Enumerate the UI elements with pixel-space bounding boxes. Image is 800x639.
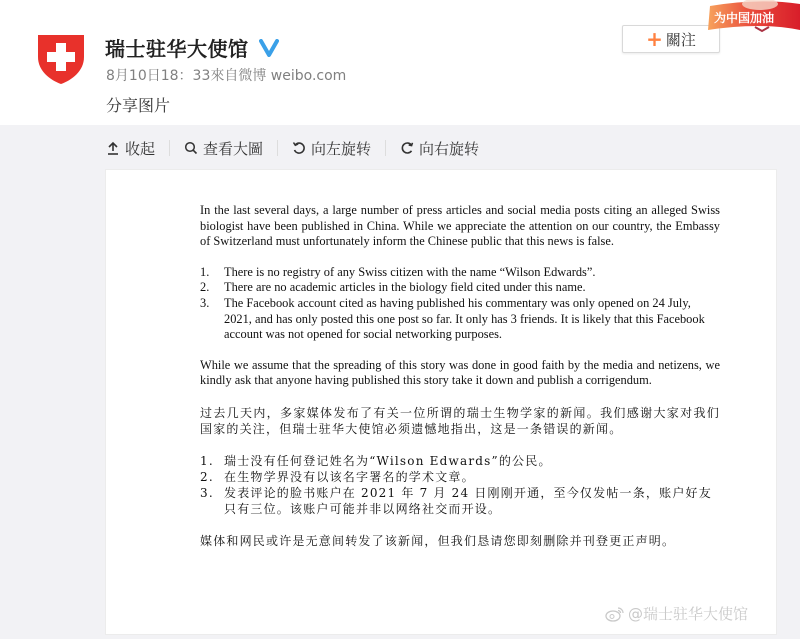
verified-badge-icon [259,39,279,57]
collapse-label: 收起 [125,139,156,158]
cn-point: 2. 在生物学界没有以该名字署名的学术文章。 [200,469,475,484]
en-point: 3. The Facebook account cited as having published his commentary was only opened on 24 July, 2021, and has only posted this one post so far. It only has 3 friends. It is likely that this Facebook account was not opened for social networking purposes. [200,295,705,342]
account-name-row [105,33,279,62]
en-points-list [200,265,720,343]
statement-document [200,203,720,549]
follow-label: 關注 [665,30,696,49]
collapse-up-icon [106,141,120,155]
banner-text: 为中国加油 [714,11,775,25]
post-meta [106,65,346,85]
rotate-right-button[interactable] [400,138,479,159]
en-intro: In the last several days, a large number of press articles and social media posts citing an alleged Swiss biologist have been published in China. While we appreciate the attention on our country, the Embassy of Switzerland must unfortunately inform the Chinese public that this news is false. [200,203,720,249]
en-point: 1. There is no registry of any Swiss citizen with the name “Wilson Edwards”. [200,264,596,279]
toolbar-divider [385,140,386,156]
rotate-left-button[interactable] [292,138,371,159]
en-point: 2. There are no academic articles in the biology field cited under this name. [200,280,586,295]
cn-intro: 过去几天内，多家媒体发布了有关一位所谓的瑞士生物学家的新闻。我们感谢大家对我们国家的关注，但瑞士驻华大使馆必须遗憾地指出，这是一条错误的新闻。 [200,405,720,436]
image-toolbar [106,137,479,159]
rotate-right-icon [400,141,414,155]
cn-point: 1. 瑞士没有任何登记姓名为“Wilson Edwards”的公民。 [200,453,552,468]
toolbar-divider [277,140,278,156]
rotate-left-label: 向左旋转 [311,139,372,158]
watermark-text: @瑞士驻华大使馆 [628,605,749,623]
en-closing: While we assume that the spreading of this story was done in good faith by the media and netizens, we kindly ask that anyone having published this story take it down and publish a corrigendum. [200,357,720,388]
plus-icon: + [646,27,663,51]
cheer-china-banner [700,0,800,34]
collapse-button[interactable] [106,138,155,159]
search-icon [184,141,198,155]
cn-points-list [200,453,720,517]
swiss-shield-icon[interactable] [36,33,86,85]
post-header [0,0,800,125]
post-timestamp[interactable]: 8月10日18：33 [106,68,211,84]
weibo-logo-icon [605,606,625,622]
rotate-right-label: 向右旋转 [419,139,480,158]
post-text: 分享图片 [106,96,171,115]
post-source: 來自微博 weibo.com [210,68,347,84]
cn-closing: 媒体和网民或许是无意间转发了该新闻，但我们恳请您即刻删除并刊登更正声明。 [200,533,676,548]
view-large-button[interactable] [184,138,263,159]
account-name[interactable]: 瑞士驻华大使馆 [105,37,249,61]
toolbar-divider [169,140,170,156]
view-large-label: 查看大圖 [203,139,264,158]
weibo-watermark [605,603,748,624]
cn-point: 3. 发表评论的脸书账户在 2021 年 7 月 24 日刚刚开通，至今仅发帖一条，账户好友只有三位。该账户可能并非以网络社交而开设。 [200,485,712,516]
rotate-left-icon [292,141,306,155]
